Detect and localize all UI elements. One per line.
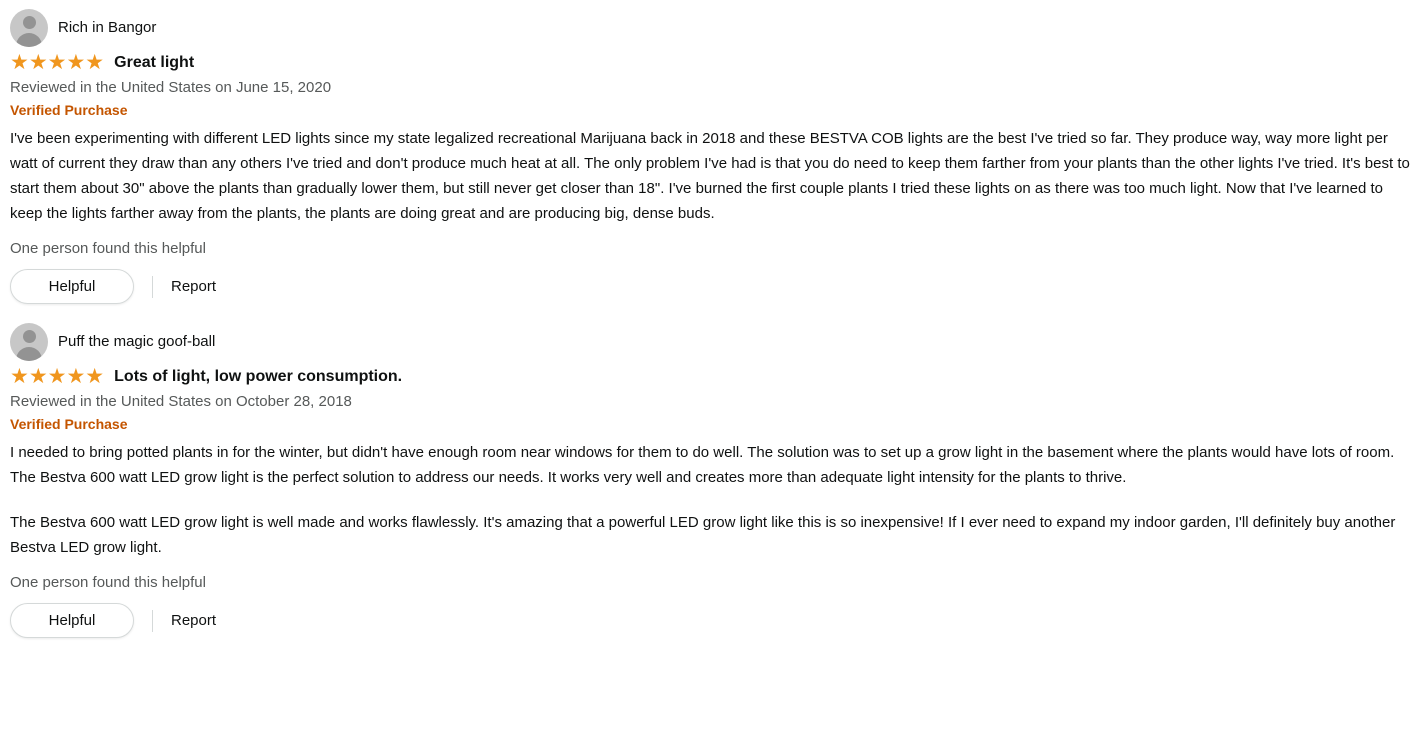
rating-row (10, 366, 1417, 388)
review-body (10, 126, 1417, 226)
star-rating-icon[interactable]: ★★★★★ (10, 51, 105, 74)
helpful-count: One person found this helpful (10, 574, 206, 591)
helpful-button[interactable]: Helpful (10, 269, 134, 304)
review-paragraph: I needed to bring potted plants in for the winter, but didn't have enough room near windows for them to do well. The solution was to set up a grow light in the basement where the plants would have lots of room. The Bestva 600 watt LED grow light is the perfect solution to address our needs. It works very well and creates more than adequate light intensity for the plants to thrive. (10, 444, 1395, 486)
review-paragraph: The Bestva 600 watt LED grow light is well made and works flawlessly. It's amazing that a powerful LED grow light like this is so inexpensive! If I ever need to expand my indoor garden, I'll definitely buy another Bestva LED grow light. (10, 514, 1396, 556)
user-avatar-icon (10, 9, 48, 47)
review-paragraph: I've been experimenting with different LED lights since my state legalized recreational Marijuana back in 2018 and these BESTVA COB lights are the best I've tried so far. They produce way, way more light per watt of current they draw than any others I've tried and don't produce much heat at all. The only problem I've had is that you do need to keep them farther from your plants than the other lights I've tried. It's best to start them about 30" above the plants than gradually lower them, but still never get closer than 18". I've burned the first couple plants I tried these lights on as there was too much light. Now that I've learned to keep the lights farther away from the plants, the plants are doing great and are producing big, dense buds. (10, 130, 1410, 222)
review-title[interactable]: Great light (114, 54, 195, 71)
review-actions (10, 603, 1417, 638)
helpful-button[interactable]: Helpful (10, 603, 134, 638)
user-avatar-icon (10, 323, 48, 361)
reviewer-name: Rich in Bangor (58, 19, 157, 36)
rating-row (10, 52, 1417, 74)
review-date: Reviewed in the United States on June 15, 2020 (10, 79, 332, 96)
reviewer-row[interactable] (10, 322, 1417, 362)
review-date: Reviewed in the United States on October 28, 2018 (10, 393, 352, 410)
action-divider (152, 610, 153, 632)
review-item (10, 322, 1417, 638)
reviewer-row[interactable] (10, 8, 1417, 48)
verified-purchase-badge[interactable]: Verified Purchase (10, 102, 128, 118)
action-divider (152, 276, 153, 298)
review-body (10, 440, 1417, 560)
reviewer-name: Puff the magic goof-ball (58, 333, 216, 350)
star-rating-icon[interactable]: ★★★★★ (10, 365, 105, 388)
report-link[interactable]: Report (171, 612, 217, 629)
report-link[interactable]: Report (171, 278, 217, 295)
review-item (10, 8, 1417, 304)
review-title[interactable]: Lots of light, low power consumption. (114, 368, 403, 385)
verified-purchase-badge[interactable]: Verified Purchase (10, 416, 128, 432)
helpful-count: One person found this helpful (10, 240, 206, 257)
review-actions (10, 269, 1417, 304)
